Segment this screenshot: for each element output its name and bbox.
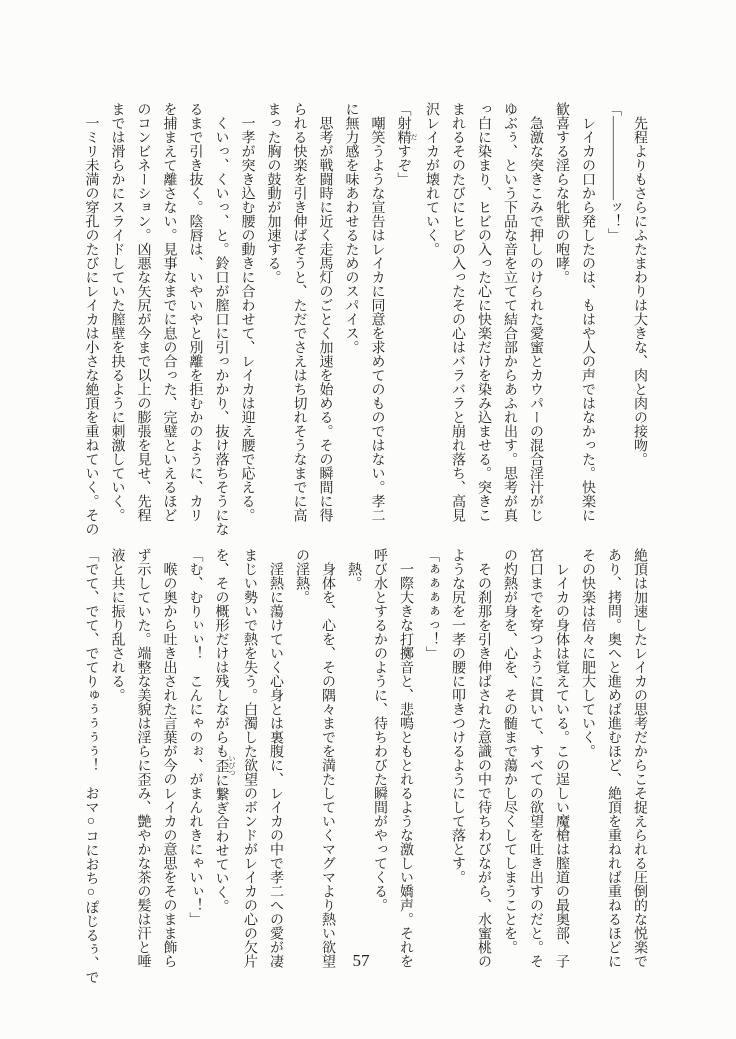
text-line: 嘲笑うような宣告はレイカに同意を求めてのものではない。孝二 (369, 102, 385, 522)
furigana-ruby: 精 だ (395, 130, 418, 144)
text-line: くいっ、くいっ、と。鈴口が膣口に引っかかり、抜け落ちそうにな (213, 102, 229, 536)
text-line: 淫熱に蕩けていく心身とは裏腹に、レイカの中で孝二への愛が凄 (268, 548, 283, 968)
text-line: を捕まえて離さない。見事なまでに息の合った、完璧といえるほど (161, 102, 177, 522)
text-line: ゆぶぅ、という下品な音を立てて結合部からあふれ出す。思考が真 (502, 102, 517, 522)
text-line: 一際大きな打擲音と、悲鳴ともとれるような激しい嬌声。それを (398, 548, 413, 968)
text-line: 急激な突きこみで押しのけられた愛蜜とカウパーの混合淫汁がじ (528, 102, 543, 522)
text-line: 「射精 だすぞ」 (395, 102, 418, 186)
text-line: の淫熱。 (294, 548, 309, 604)
text-line: 絶頂は加速したレイカの思考だからこそ捉えられる圧倒的な悦楽で (632, 548, 647, 968)
text-line: のコンビネーション。凶悪な矢尻が今まで以上の膨張を見せ、先程 (135, 102, 151, 522)
text-line: られる快楽を引き伸ばそうと、ただでさえはち切れそうなまでに高 (291, 102, 307, 522)
furigana-ruby: 歪 いびつ (213, 755, 236, 776)
top-text-block (78, 102, 653, 542)
text-line: 先程よりもさらにふたまわりは大きな、肉と肉の接吻。 (632, 102, 647, 466)
text-line: るまで引き抜く。陰唇は、いやいやと別離を拒むかのように、カリ (187, 102, 203, 522)
text-line: を、その概形だけは残しながらも歪 いびつに繋ぎ合わせていく。 (213, 548, 236, 913)
text-line: レイカの口から発したのは、もはや人の声ではなかった。快楽に (580, 102, 595, 522)
text-line: まった胸の鼓動が加速する。 (265, 102, 281, 284)
text-line: 「――――――ッ！」 (606, 102, 621, 242)
text-line: 身体を、心を、その隅々までを満たしていくマグマより熱い欲望 (320, 548, 335, 968)
text-line: 思考が戦闘時に近く走馬灯のごとく加速を始める。その瞬間に得 (317, 102, 333, 522)
text-line: の灼熱が身を、心を、その髄まで蕩かし尽くしてしまうことを。 (502, 548, 517, 954)
text-line: ような尻を一孝の腰に叩きつけるようにして落とす。 (450, 548, 465, 884)
text-line: 宮口までを穿つように貫いて、すべての欲望を吐き出すのだと。そ (528, 548, 543, 968)
text-line: 沢レイカが壊れていく。 (424, 102, 439, 256)
text-line: ず示していた。端整な美貌は淫らに歪み、艶やかな茶の髪は汗と唾 (135, 548, 151, 968)
text-line: 「でて、でて、でてりゅぅぅぅぅ！ おマ○コにおち○ぽじるぅ、で (83, 548, 99, 984)
page-number: 57 (352, 951, 370, 970)
text-line: までは滑らかにスライドしていた膣壁を抉るように刺激していく。 (109, 102, 125, 522)
text-line: 液と共に振り乱される。 (109, 548, 125, 702)
text-line: まじい勢いで熱を失う。白濁した欲望のボンドがレイカの心の欠片 (242, 548, 257, 968)
text-line: その刹那を引き伸ばされた意識の中で待ちわびながら、水蜜桃の (476, 548, 491, 968)
text-line: あり、拷問。奥へと進めば進むほど、絶頂を重ねれば重ねるほどに (606, 548, 621, 968)
text-line: 歓喜する淫らな牝獣の咆哮。 (554, 102, 569, 284)
text-line: 熱。 (346, 548, 361, 590)
text-line: 「ぁぁぁぁっ！」 (424, 548, 439, 660)
text-line: まれるそのたびにヒビの入ったその心はバラバラと崩れ落ち、高見 (450, 102, 465, 522)
text-line: 喉の奥から吐き出された言葉が今のレイカの意思をそのまま飾ら (161, 548, 177, 968)
text-line: っ白に染まり、ヒビの入った心に快楽だけを染み込ませる。突きこ (476, 102, 491, 522)
bottom-text-block (78, 548, 653, 988)
text-line: 一ミリ未満の穿孔のたびにレイカは小さな絶頂を重ねていく。その (83, 102, 99, 536)
text-line: その快楽は倍々に肥大していく。 (580, 548, 595, 758)
text-line: 呼び水とするかのように、待ちわびた瞬間がやってくる。 (372, 548, 387, 912)
text-line: に無力感を味あわせるためのスパイス。 (343, 102, 359, 354)
text-line: レイカの身体は覚えている。この逞しい魔槍は膣道の最奥部、子 (554, 548, 569, 968)
text-line: 一孝が突き込む腰の動きに合わせて、レイカは迎え腰で応える。 (239, 102, 255, 522)
text-line: 「む、むりぃぃ！ こんにゃのぉ、がまんれきにゃいぃ！」 (187, 548, 203, 926)
